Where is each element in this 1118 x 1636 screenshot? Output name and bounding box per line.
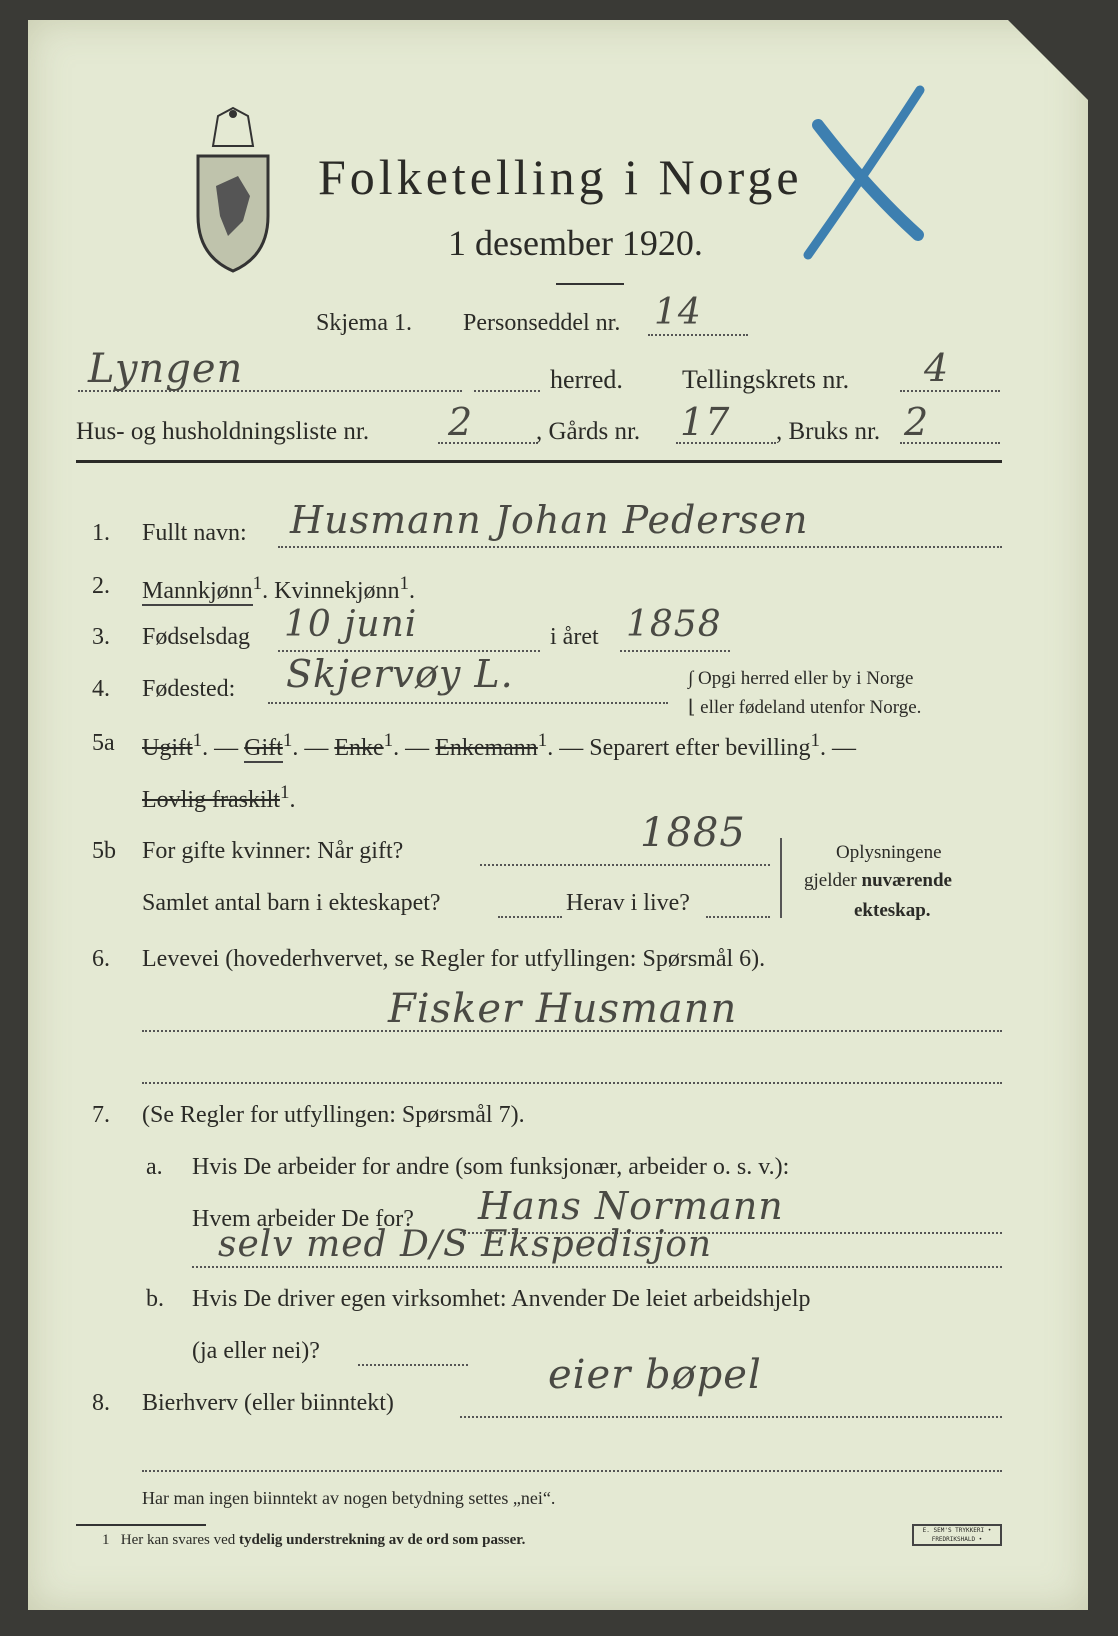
hus-value: 2	[448, 400, 474, 444]
employer-value-line-2: selv med D/S Ekspedisjon	[218, 1224, 713, 1265]
q8-number: 8.	[92, 1390, 110, 1416]
separert-option: Separert efter bevilling	[589, 735, 811, 761]
q7a-question: Hvem arbeider De for?	[192, 1206, 414, 1232]
q7-number: 7.	[92, 1102, 110, 1128]
q1-label: Fullt navn:	[142, 520, 247, 546]
q5a-marital-options: Ugift$^1$. — Gift$^1$. — Enke$^1$. — Enkemann$^1$. — Separert efter bevilling$^1$. —	[142, 730, 857, 761]
lovlig-fraskilt-option: Lovlig fraskilt	[142, 787, 280, 813]
q3-number: 3.	[92, 624, 110, 650]
folded-corner	[1008, 20, 1088, 100]
footnote: 1 Her kan svares ved tydelig understrekning av de ord som passer.	[102, 1532, 526, 1548]
skjema-label: Skjema 1.	[316, 310, 412, 336]
title-divider	[556, 283, 624, 285]
year-label: i året	[550, 624, 599, 650]
printer-stamp: E. SEM'S TRYKKERI • FREDRIKSHALD •	[912, 1524, 1002, 1546]
q7a-number: a.	[146, 1154, 163, 1180]
gift-option: Gift	[244, 735, 283, 761]
q7b-label: Hvis De driver egen virksomhet: Anvender De leiet arbeidshjelp	[192, 1286, 811, 1312]
occupation-value: Fisker Husmann	[388, 986, 738, 1032]
live-label: Herav i live?	[566, 890, 690, 916]
birthday-value: 10 juni	[284, 604, 418, 645]
enke-option: Enke	[334, 735, 384, 761]
bruks-label: , Bruks nr.	[776, 418, 881, 445]
q4-note-1: ∫ Opgi herred eller by i Norge	[688, 668, 914, 689]
q5a-number: 5a	[92, 730, 115, 756]
q5b-note-1: Oplysningene	[836, 842, 942, 863]
q6-label: Levevei (hovederhvervet, se Regler for utfyllingen: Spørsmål 6).	[142, 946, 766, 972]
q4-number: 4.	[92, 676, 110, 702]
herred-label: herred.	[550, 365, 623, 394]
personseddel-label: Personseddel nr.	[463, 310, 621, 336]
ugift-option: Ugift	[142, 735, 193, 761]
birthplace-value: Skjervøy L.	[286, 652, 514, 696]
barn-label: Samlet antal barn i ekteskapet?	[142, 890, 441, 916]
q7-label: (Se Regler for utfyllingen: Spørsmål 7).	[142, 1102, 525, 1128]
coat-of-arms-icon	[188, 106, 278, 276]
q8-label: Bierhverv (eller biinntekt)	[142, 1390, 394, 1416]
q4-note-2: ⌊ eller fødeland utenfor Norge.	[688, 697, 922, 718]
gards-value: 17	[680, 400, 731, 444]
census-form	[28, 20, 1088, 1610]
enkemann-option: Enkemann	[435, 735, 538, 761]
personseddel-value: 14	[654, 292, 702, 333]
q2-sex-options: Mannkjønn$^1$. Kvinnekjønn$^1$.	[142, 573, 415, 604]
marriage-year-value: 1885	[640, 810, 746, 856]
footer-note: Har man ingen biinntekt av nogen betydning settes „nei“.	[142, 1488, 556, 1508]
q4-label: Fødested:	[142, 676, 236, 702]
tellingskrets-label: Tellingskrets nr.	[682, 365, 850, 394]
hus-label: Hus- og husholdningsliste nr.	[76, 418, 370, 445]
bruks-value: 2	[904, 400, 930, 444]
q5b-number: 5b	[92, 838, 116, 864]
footnote-divider	[76, 1524, 206, 1526]
q7a-label: Hvis De arbeider for andre (som funksjonær, arbeider o. s. v.):	[192, 1154, 790, 1180]
q5b-note-3: ekteskap.	[854, 900, 931, 921]
q6-number: 6.	[92, 946, 110, 972]
side-income-value: eier bøpel	[548, 1352, 762, 1398]
q5b-label: For gifte kvinner: Når gift?	[142, 838, 404, 864]
birth-year-value: 1858	[626, 604, 722, 645]
census-date: 1 desember 1920.	[448, 223, 703, 263]
q5b-note-2: gjelder nuværende	[804, 870, 952, 891]
form-title: Folketelling i Norge	[318, 149, 803, 205]
header-divider	[76, 460, 1002, 463]
male-option: Mannkjønn	[142, 578, 253, 604]
q1-number: 1.	[92, 520, 110, 546]
q5a-lovlig: Lovlig fraskilt$^1$.	[142, 782, 296, 813]
herred-value: Lyngen	[88, 346, 244, 392]
gards-label: , Gårds nr.	[536, 418, 641, 445]
q7b-number: b.	[146, 1286, 164, 1312]
q2-number: 2.	[92, 573, 110, 599]
q3-label: Fødselsdag	[142, 624, 250, 650]
female-option: Kvinnekjønn	[274, 578, 400, 604]
q7b-question: (ja eller nei)?	[192, 1338, 320, 1364]
tellingskrets-value: 4	[924, 346, 950, 390]
blue-cross-mark-icon	[798, 80, 938, 270]
full-name-value: Husmann Johan Pedersen	[290, 498, 809, 542]
employer-value-line-1: Hans Normann	[478, 1184, 784, 1228]
